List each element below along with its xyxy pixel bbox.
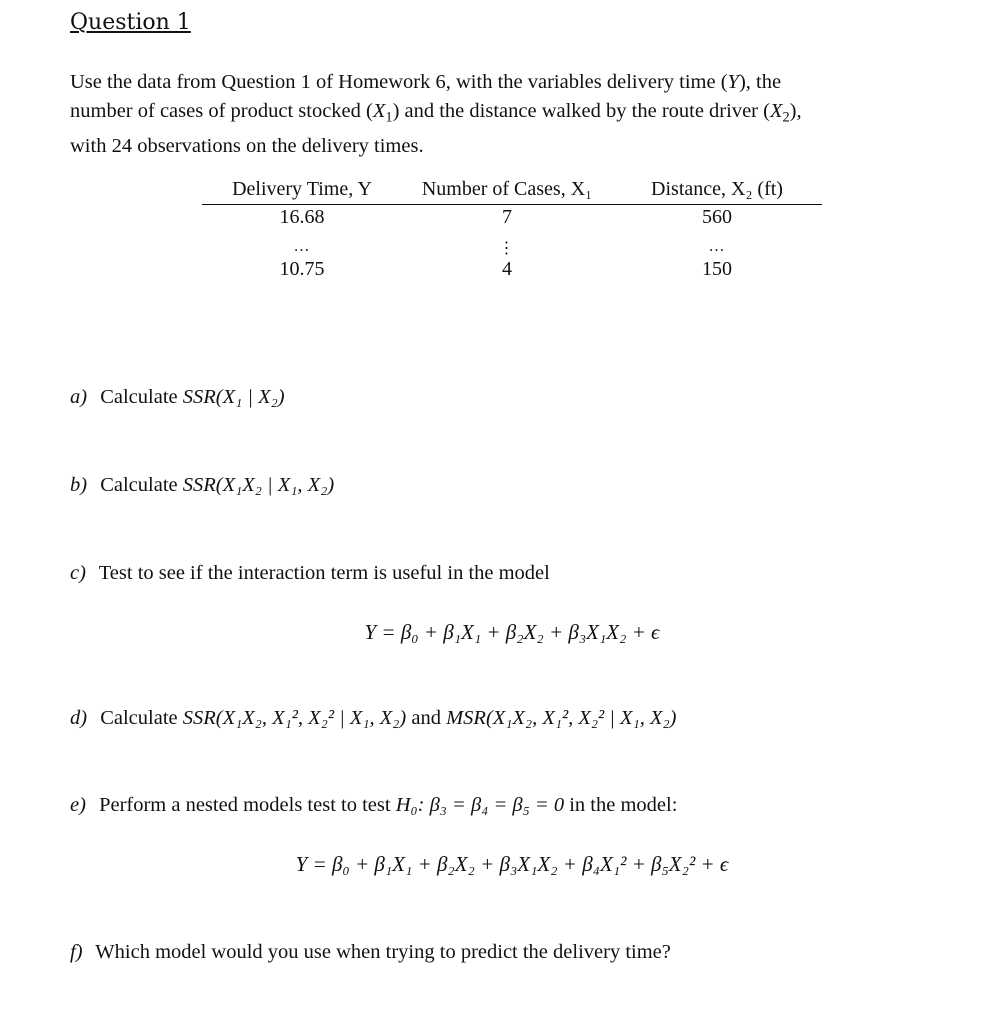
intro-text-3: number of cases of product stocked ( <box>70 100 373 122</box>
intro-text-4: ) and the distance walked by the route driver ( <box>392 100 770 122</box>
var-y: Y <box>727 71 739 93</box>
table-header-distance: Distance, X₂ (ft) <box>651 178 783 200</box>
table-cell: 150 <box>702 258 732 280</box>
table-header-delivery-time: Delivery Time, Y <box>232 178 372 200</box>
question-b-expr: SSR(X₁X₂ | X₁, X₂) <box>182 474 335 496</box>
table-cell: 16.68 <box>279 206 325 228</box>
question-b-label: b) <box>70 474 88 496</box>
question-c-equation: Y = β₀ + β₁X₁ + β₂X₂ + β₃X₁X₂ + ϵ <box>364 620 660 644</box>
intro-text-1: Use the data from Question 1 of Homework 6, with the variables delivery time ( <box>70 71 728 93</box>
question-c-label: c) <box>70 562 86 584</box>
question-e-equation: Y = β₀ + β₁X₁ + β₂X₂ + β₃X₁X₂ + β₄X₁² + β₅X₂² + ϵ <box>295 852 729 876</box>
intro-text-2: ), the <box>738 71 782 93</box>
table-cell: 560 <box>702 206 732 228</box>
question-a: a) Calculate SSR(X₁ | X₂) <box>70 386 285 408</box>
question-a-expr: SSR(X₁ | X₂) <box>182 386 285 408</box>
question-d: d) Calculate SSR(X₁X₂, X₁², X₂² | X₁, X₂) and MSR(X₁X₂, X₁², X₂² | X₁, X₂) <box>70 707 677 729</box>
question-b: b) Calculate SSR(X₁X₂ | X₁, X₂) <box>70 474 335 496</box>
question-c: c) Test to see if the interaction term is useful in the model <box>70 562 550 584</box>
table-header-number-of-cases: Number of Cases, X₁ <box>421 178 593 200</box>
table-ellipsis: … <box>708 238 726 255</box>
var-x1: $X_1$ <box>372 100 393 126</box>
question-d-label: d) <box>70 707 88 729</box>
question-intro <box>70 68 950 161</box>
question-a-label: a) <box>70 386 88 408</box>
table-header-rule <box>202 204 822 205</box>
question-e-hypothesis: H₀: β₃ = β₄ = β₅ = 0 <box>395 794 565 816</box>
question-title: Question 1 <box>70 10 191 35</box>
var-x2: $X_2$ <box>769 100 790 126</box>
question-d-expr-ssr: SSR(X₁X₂, X₁², X₂² | X₁, X₂) <box>182 707 407 729</box>
question-f-label: f) <box>70 941 83 963</box>
table-ellipsis: ⋮ <box>498 240 516 257</box>
table-ellipsis: … <box>293 238 311 255</box>
question-e-label: e) <box>70 794 86 816</box>
table-cell: 10.75 <box>279 258 325 280</box>
table-cell: 7 <box>502 206 512 228</box>
table-cell: 4 <box>502 258 512 280</box>
question-e: e) Perform a nested models test to test H₀: β₃ = β₄ = β₅ = 0 in the model: <box>70 794 678 816</box>
intro-text-6: with 24 observations on the delivery times. <box>70 135 424 158</box>
question-f: f) Which model would you use when trying to predict the delivery time? <box>70 941 671 963</box>
intro-text-5: ), <box>789 100 802 122</box>
question-d-expr-msr: MSR(X₁X₂, X₁², X₂² | X₁, X₂) <box>446 707 677 729</box>
